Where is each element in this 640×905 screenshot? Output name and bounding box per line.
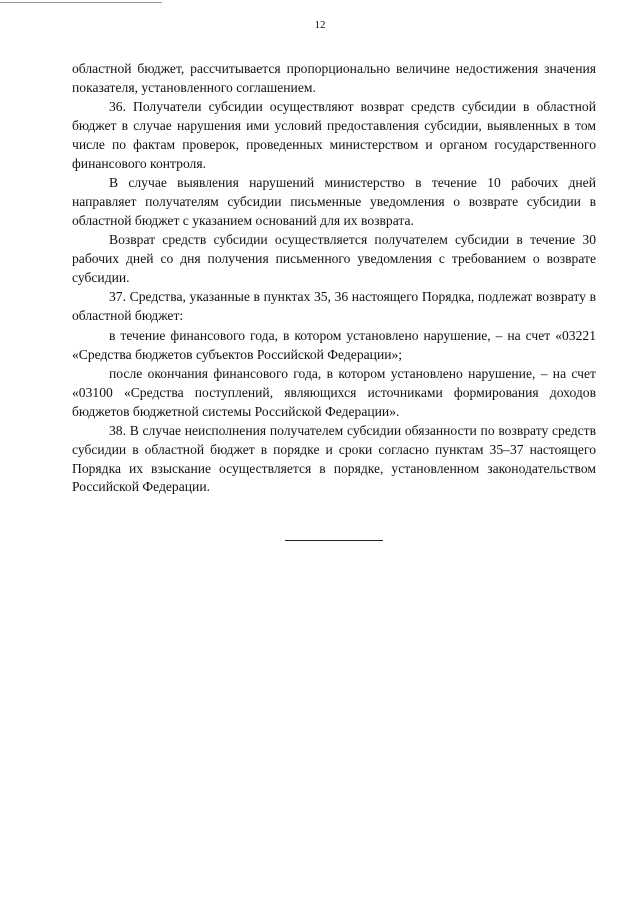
document-body <box>72 60 596 497</box>
paragraph-return-term: Возврат средств субсидии осуществляется получателем субсидии в течение 30 рабочих дней со дня получения письменного уведомления с требованием о возврате субсидии. <box>72 232 596 285</box>
paragraph-current-year-account: в течение финансового года, в котором установлено нарушение, – на счет «03221 «Средства бюджетов субъектов Российской Федерации»; <box>72 327 596 362</box>
end-of-text-rule <box>285 540 383 541</box>
paragraph-after-year-account: после окончания финансового года, в котором установлено нарушение, – на счет «03100 «Средства поступлений, являющихся источниками формирования доходов бюджетов бюджетной системы Российской Федерации». <box>72 366 596 419</box>
paragraph-item-36: 36. Получатели субсидии осуществляют возврат средств субсидии в областной бюджет в случае нарушения ими условий предоставления субсидии, выявленных в том числе по фактам проверок, проведенных министерством и органом государственного финансового контроля. <box>72 99 596 171</box>
paragraph-continuation: областной бюджет, рассчитывается пропорционально величине недостижения значения показателя, установленного соглашением. <box>72 61 596 95</box>
paragraph-violation-notice: В случае выявления нарушений министерство в течение 10 рабочих дней направляет получателям субсидии письменные уведомления о возврате субсидии в областной бюджет с указанием оснований для их возврата. <box>72 175 596 228</box>
paragraph-item-38: 38. В случае неисполнения получателем субсидии обязанности по возврату средств субсидии в областной бюджет в порядке и сроки согласно пунктам 35–37 настоящего Порядка их взыскание осуществляется в порядке, установленном законодательством Российской Федерации. <box>72 423 596 495</box>
paragraph-item-37: 37. Средства, указанные в пунктах 35, 36 настоящего Порядка, подлежат возврату в областной бюджет: <box>72 289 596 324</box>
page-number: 12 <box>314 19 326 31</box>
scan-edge-line <box>0 2 162 3</box>
